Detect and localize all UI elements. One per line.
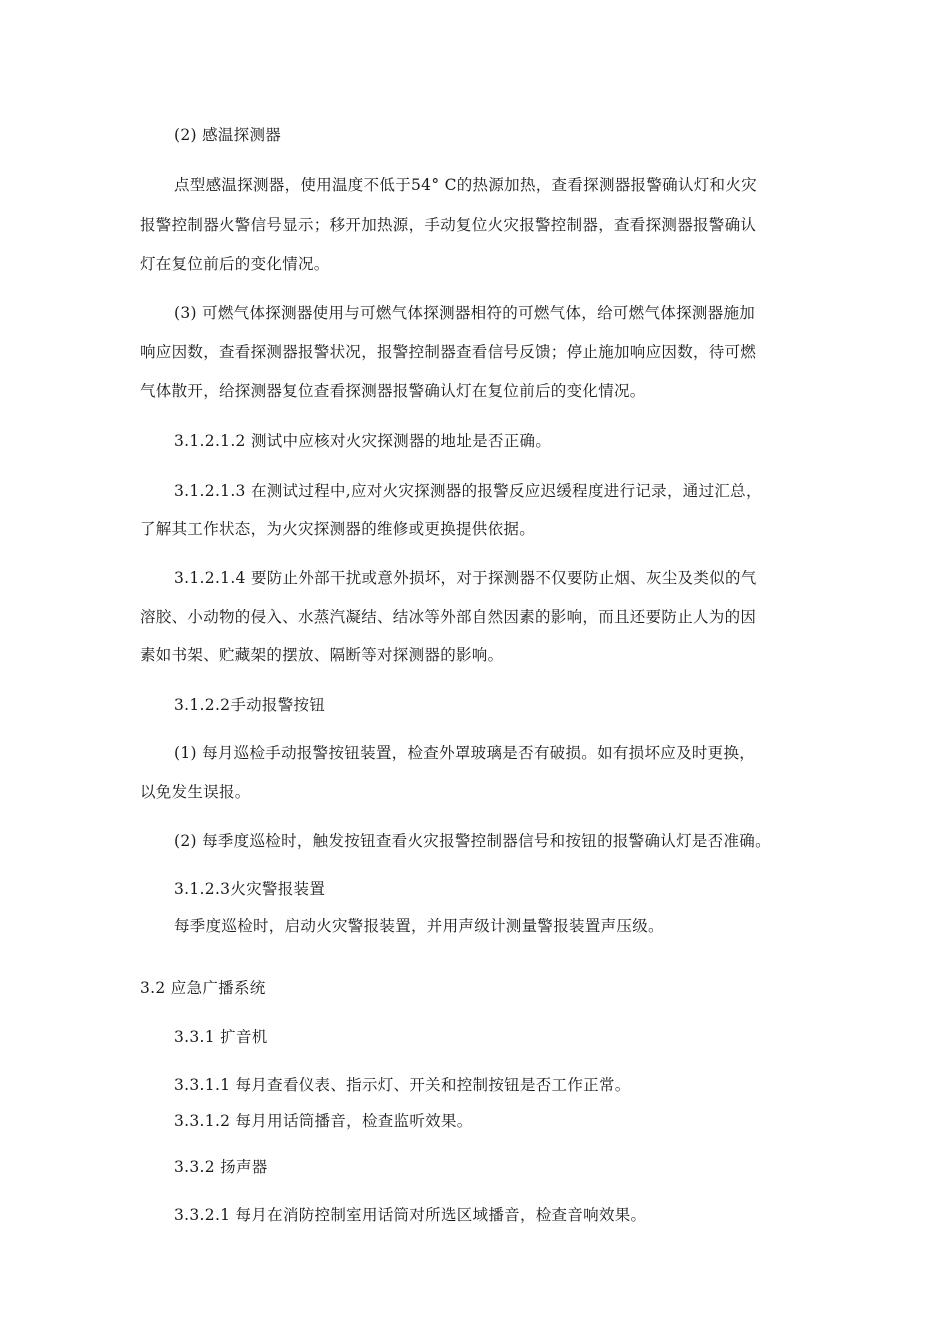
clause-line: 3.3.2.1 每月在消防控制室用话筒对所选区域播音，检查音响效果。 bbox=[174, 1206, 647, 1224]
paragraph-line: 灯在复位前后的变化情况。 bbox=[140, 255, 330, 273]
paragraph-line: 报警控制器火警信号显示；移开加热源，手动复位火灾报警控制器，查看探测器报警确认 bbox=[140, 216, 757, 234]
item-heat-detector-heading: (2) 感温探测器 bbox=[174, 126, 282, 144]
clause-line: 3.3.1.1 每月查看仪表、指示灯、开关和控制按钮是否工作正常。 bbox=[174, 1076, 631, 1094]
paragraph-line: 每季度巡检时，启动火灾警报装置，并用声级计测量警报装置声压级。 bbox=[174, 917, 664, 935]
paragraph-line: 气体散开，给探测器复位查看探测器报警确认灯在复位前后的变化情况。 bbox=[140, 382, 646, 400]
clause-line: 3.1.2.1.4 要防止外部干扰或意外损坏，对于探测器不仅要防止烟、灰尘及类似的气 bbox=[174, 569, 757, 587]
section-heading-emergency-broadcast: 3.2 应急广播系统 bbox=[140, 979, 266, 997]
paragraph-line: 响应因数，查看探测器报警状况，报警控制器查看信号反馈；停止施加响应因数，待可燃 bbox=[140, 343, 757, 361]
paragraph-line: (2) 每季度巡检时，触发按钮查看火灾报警控制器信号和按钮的报警确认灯是否准确。 bbox=[174, 832, 771, 850]
paragraph-line: 以免发生误报。 bbox=[140, 783, 251, 801]
section-heading-speaker: 3.3.2 扬声器 bbox=[174, 1158, 268, 1176]
paragraph-line: 点型感温探测器，使用温度不低于54° C的热源加热，查看探测器报警确认灯和火灾 bbox=[174, 176, 757, 194]
clause-line: 3.1.2.1.3 在测试过程中,应对火灾探测器的报警反应迟缓程度进行记录，通过汇总， bbox=[174, 482, 762, 500]
clause-line: 3.1.2.1.2 测试中应核对火灾探测器的地址是否正确。 bbox=[174, 432, 552, 450]
paragraph-line: 溶胶、小动物的侵入、水蒸汽凝结、结冰等外部自然因素的影响，而且还要防止人为的因 bbox=[140, 608, 757, 626]
section-heading-fire-alarm-device: 3.1.2.3火灾警报装置 bbox=[174, 880, 326, 898]
section-heading-manual-alarm-button: 3.1.2.2手动报警按钮 bbox=[174, 696, 326, 714]
paragraph-line: 了解其工作状态，为火灾探测器的维修或更换提供依据。 bbox=[140, 520, 536, 538]
clause-line: 3.3.1.2 每月用话筒播音，检查监听效果。 bbox=[174, 1112, 473, 1130]
paragraph-line: 素如书架、贮藏架的摆放、隔断等对探测器的影响。 bbox=[140, 646, 504, 664]
paragraph-line: (3) 可燃气体探测器使用与可燃气体探测器相符的可燃气体，给可燃气体探测器施加 bbox=[174, 304, 756, 322]
section-heading-amplifier: 3.3.1 扩音机 bbox=[174, 1028, 268, 1046]
paragraph-line: (1) 每月巡检手动报警按钮装置，检查外罩玻璃是否有破损。如有损坏应及时更换， bbox=[174, 744, 756, 762]
